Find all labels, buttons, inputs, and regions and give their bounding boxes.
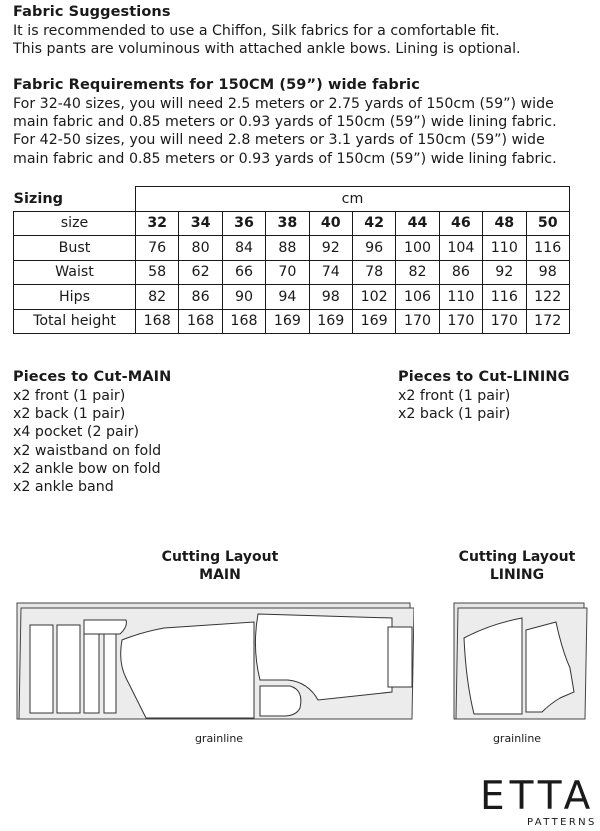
table-cell: 169 [266,309,309,334]
table-cell: 94 [266,285,309,310]
table-cell: 102 [352,285,395,310]
fabric-requirements-title: Fabric Requirements for 150CM (59”) wide fabric [13,77,420,93]
table-cell: 78 [352,260,395,285]
fabric-suggestions-line: This pants are voluminous with attached ankle bows. Lining is optional. [13,41,521,58]
layout-main-caption [140,548,300,584]
list-item: x2 front (1 pair) [398,388,511,404]
table-cell: 58 [136,260,179,285]
cutting-layout-lining-diagram [452,600,588,722]
table-cell: 172 [526,309,569,334]
size-cell: 50 [526,211,569,236]
table-cell: 168 [179,309,222,334]
brand-sub: PATTERNS [527,817,597,828]
table-cell: 110 [483,236,526,261]
size-cell: 40 [309,211,352,236]
pieces-main-title: Pieces to Cut-MAIN [13,369,172,385]
size-cell: 44 [396,211,439,236]
fabric-requirements-line: For 42-50 sizes, you will need 2.8 meters or 3.1 yards of 150cm (59”) wide [13,132,545,149]
pieces-main-list [13,387,161,496]
size-label: size [14,211,136,236]
grainline-lining-label: grainline [492,732,542,745]
sizing-unit: cm [136,187,570,212]
table-cell: 86 [179,285,222,310]
layout-main-caption-line: MAIN [199,567,241,583]
fabric-requirements-text [13,95,557,168]
table-cell: 106 [396,285,439,310]
list-item: x2 back (1 pair) [398,406,511,423]
table-row [14,236,570,261]
grainline-main-label: grainline [194,732,244,745]
table-cell: 96 [352,236,395,261]
list-item: x2 front (1 pair) [13,388,126,404]
front-piece [121,622,254,718]
table-cell: 84 [222,236,265,261]
ankle-bow-piece [388,627,412,687]
row-label: Hips [14,285,136,310]
size-cell: 32 [136,211,179,236]
table-cell: 76 [136,236,179,261]
table-cell: 169 [352,309,395,334]
size-cell: 46 [439,211,482,236]
fabric-suggestions-line: It is recommended to use a Chiffon, Silk fabrics for a comfortable fit. [13,23,500,39]
table-cell: 92 [309,236,352,261]
table-cell: 100 [396,236,439,261]
ankle-band-piece [84,625,99,713]
size-cell: 34 [179,211,222,236]
size-cell: 36 [222,211,265,236]
table-row [14,260,570,285]
waistband-piece [57,625,80,713]
table-cell: 82 [136,285,179,310]
table-cell: 86 [439,260,482,285]
list-item: x2 ankle bow on fold [13,460,161,477]
layout-lining-caption-line: Cutting Layout [458,549,576,565]
table-cell: 116 [526,236,569,261]
sizing-title: Sizing [14,187,136,212]
sizing-header-row [14,211,570,236]
table-cell: 168 [136,309,179,334]
table-cell: 80 [179,236,222,261]
table-cell: 122 [526,285,569,310]
fabric-requirements-line: main fabric and 0.85 meters or 0.93 yards of 150cm (59”) wide lining fabric. [13,150,557,167]
list-item: x2 waistband on fold [13,442,162,459]
list-item: x2 ankle band [13,479,114,496]
table-cell: 170 [396,309,439,334]
table-row [14,309,570,334]
table-cell: 90 [222,285,265,310]
table-cell: 170 [439,309,482,334]
row-label: Bust [14,236,136,261]
table-cell: 168 [222,309,265,334]
table-cell: 110 [439,285,482,310]
list-item: x2 back (1 pair) [13,406,126,423]
size-cell: 38 [266,211,309,236]
table-cell: 88 [266,236,309,261]
table-cell: 116 [483,285,526,310]
list-item: x4 pocket (2 pair) [13,424,140,441]
fabric-requirements-line: For 32-40 sizes, you will need 2.5 meters or 2.75 yards of 150cm (59”) wide [13,96,554,112]
table-cell: 98 [526,260,569,285]
layout-lining-caption [446,548,588,584]
size-cell: 48 [483,211,526,236]
waistband-piece [30,625,53,713]
table-cell: 74 [309,260,352,285]
table-cell: 104 [439,236,482,261]
fabric-suggestions-text [13,22,521,58]
pocket-piece [260,686,301,716]
layout-lining-caption-line: LINING [489,567,545,583]
table-cell: 169 [309,309,352,334]
fabric-requirements-line: main fabric and 0.85 meters or 0.93 yards of 150cm (59”) wide lining fabric. [13,114,557,131]
table-cell: 82 [396,260,439,285]
layout-main-caption-line: Cutting Layout [161,549,279,565]
cutting-layout-main-diagram [14,600,414,722]
table-cell: 66 [222,260,265,285]
pieces-lining-list [398,387,510,423]
row-label: Total height [14,309,136,334]
fabric-suggestions-title: Fabric Suggestions [13,4,171,20]
ankle-band-piece [104,625,116,713]
table-cell: 170 [483,309,526,334]
brand-logo: ETTA [480,774,596,819]
size-cell: 42 [352,211,395,236]
row-label: Waist [14,260,136,285]
pocket-piece [84,620,126,634]
pieces-lining-title: Pieces to Cut-LINING [398,369,570,385]
table-cell: 62 [179,260,222,285]
table-cell: 92 [483,260,526,285]
sizing-title-row [14,187,570,212]
table-row [14,285,570,310]
sizing-table [13,186,570,334]
table-cell: 98 [309,285,352,310]
table-cell: 70 [266,260,309,285]
